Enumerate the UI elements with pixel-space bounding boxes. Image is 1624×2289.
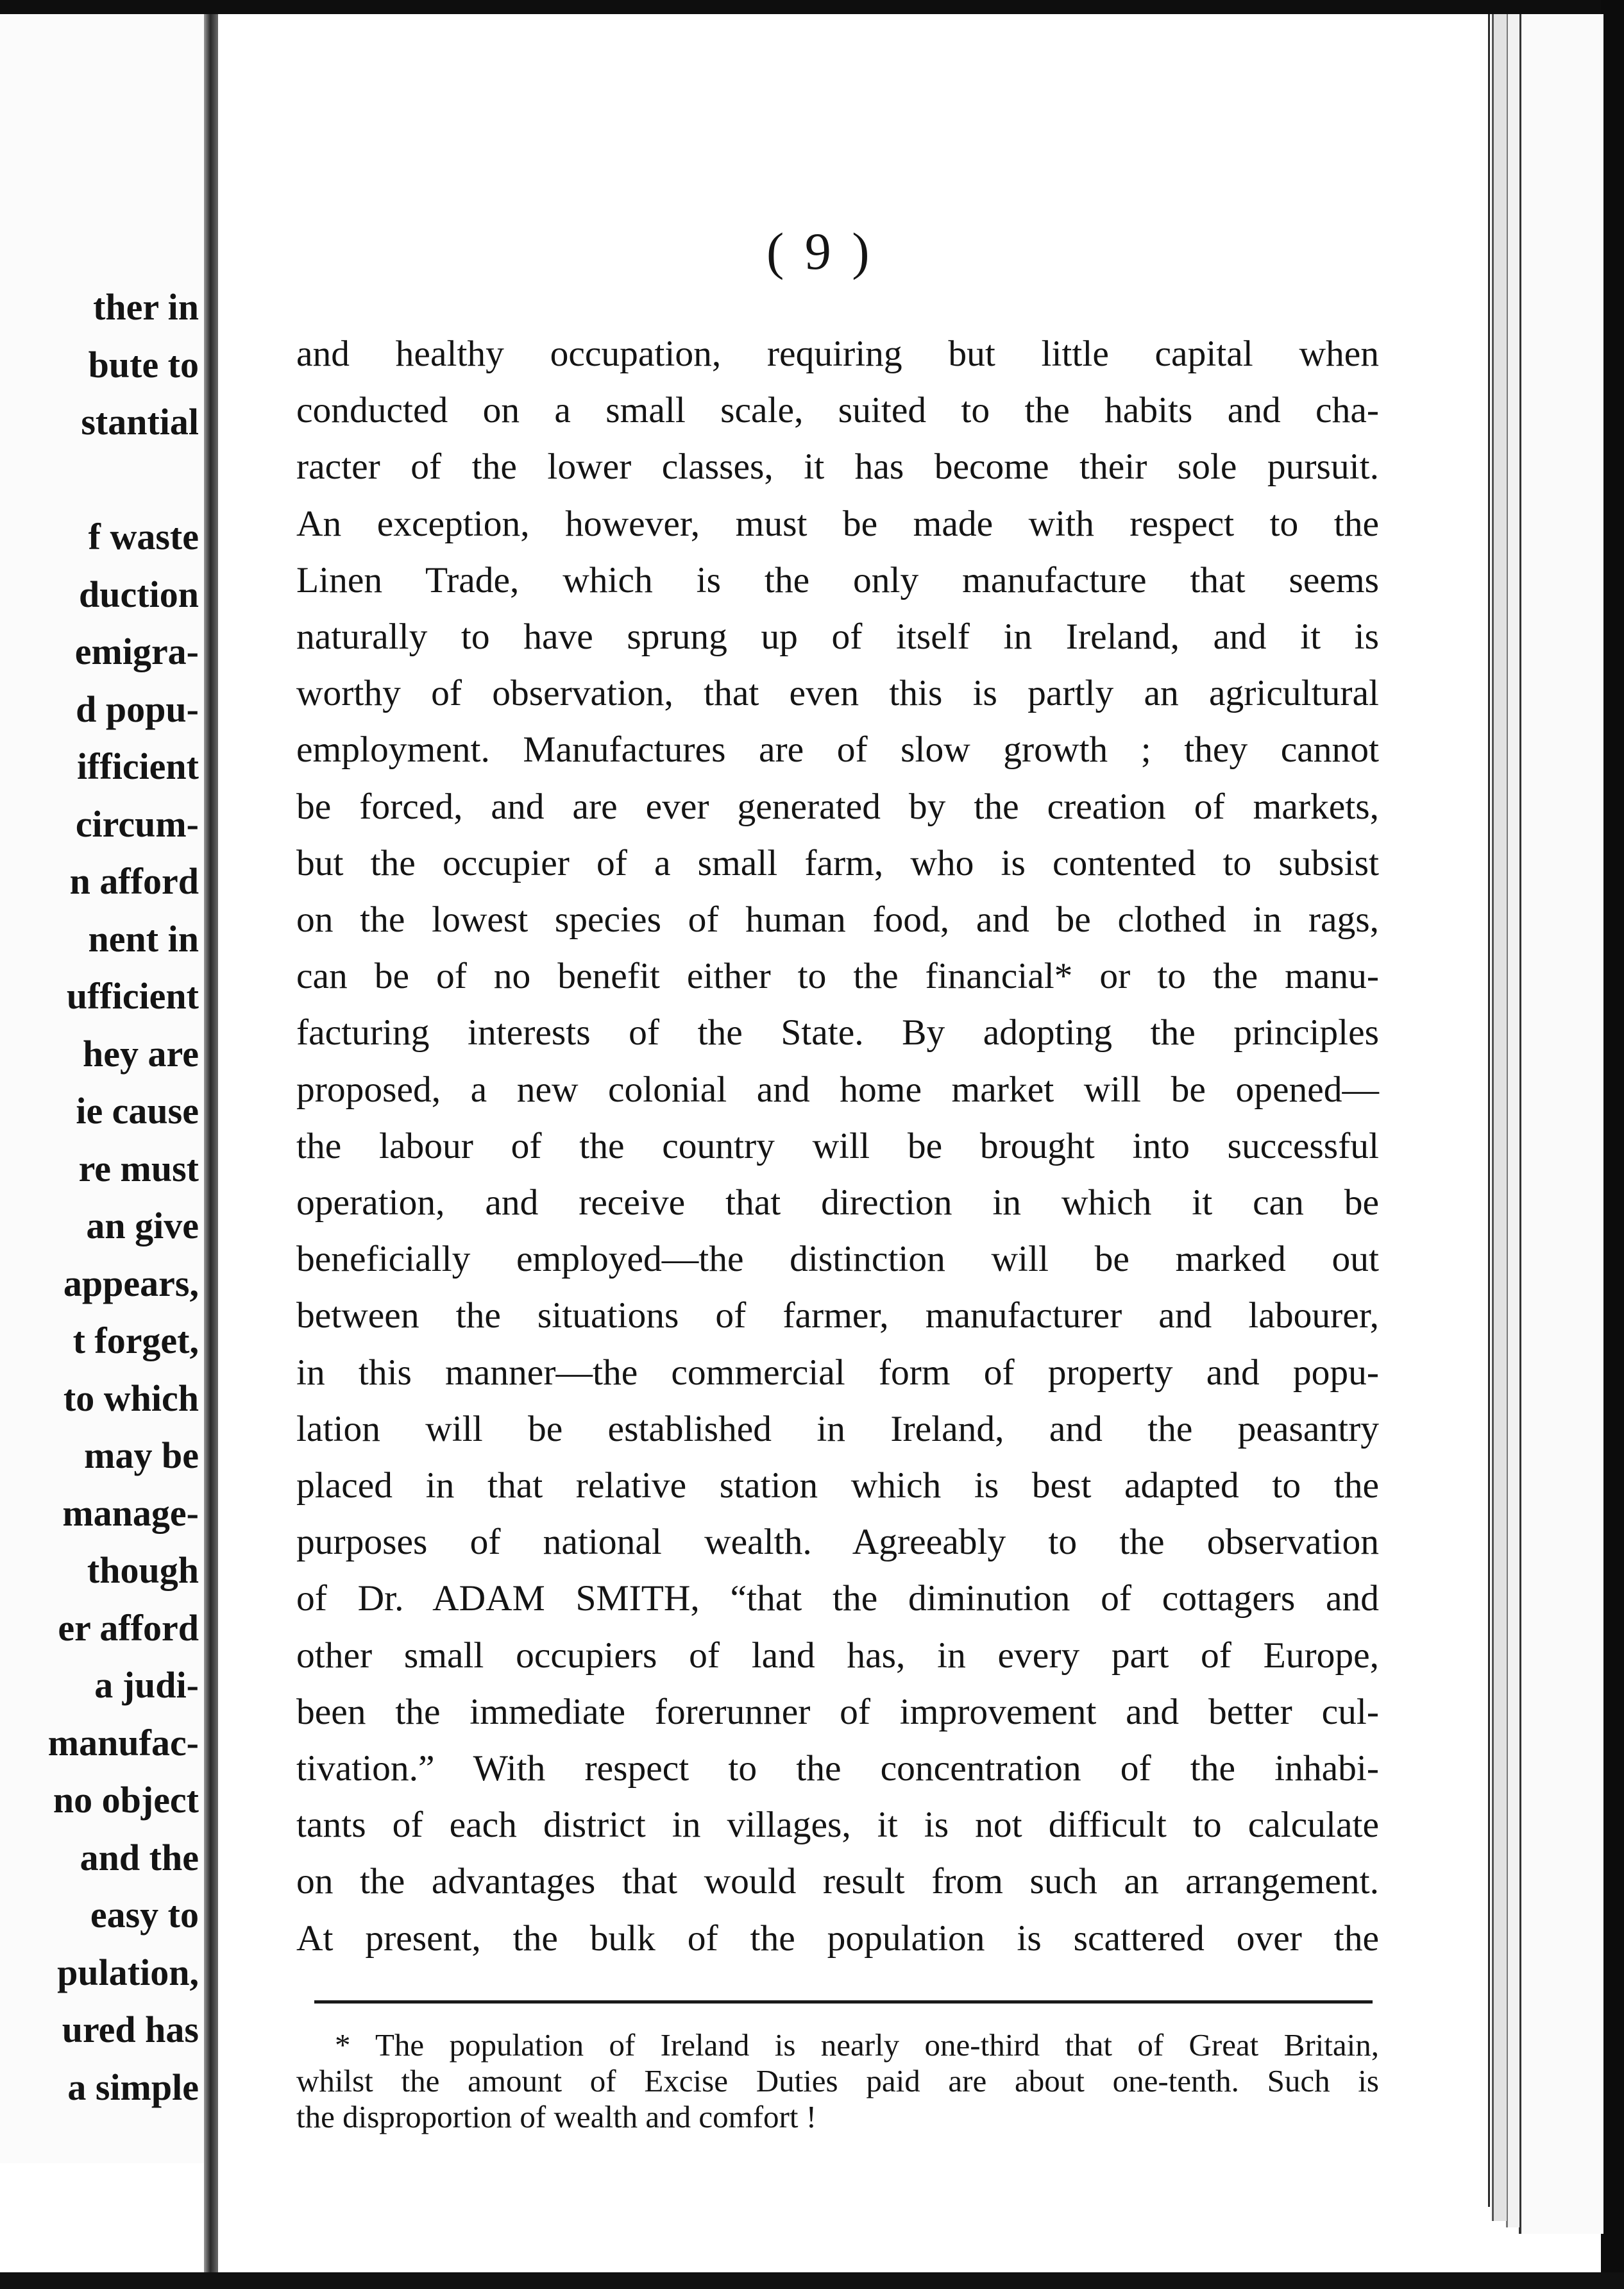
text-line: a simple [67, 2066, 199, 2108]
page-edge [1492, 14, 1507, 2221]
text-line: ie cause [76, 1090, 199, 1132]
text-line: lation will be established in Ireland, and the peasantry [296, 1408, 1379, 1449]
text-line: though [87, 1549, 199, 1591]
footnote-rule [314, 2000, 1373, 2004]
text-line: placed in that relative station which is best adapted to the [296, 1465, 1379, 1506]
text-line: easy to [90, 1894, 199, 1936]
text-line: n afford [69, 860, 199, 902]
text-line: and healthy occupation, requiring but little capital when [296, 334, 1379, 374]
text-line: been the immediate forerunner of improvement and better cul- [296, 1691, 1379, 1732]
text-line: bute to [88, 343, 199, 386]
left-facing-page [0, 14, 204, 2163]
text-line: and the [80, 1836, 199, 1878]
text-line: re must [78, 1147, 199, 1189]
text-line: to which [63, 1377, 199, 1419]
scan-border-bottom [0, 2272, 1624, 2289]
text-line: operation, and receive that direction in which it can be [296, 1182, 1379, 1223]
page-number: ( 9 ) [766, 222, 874, 280]
text-line: the disproportion of wealth and comfort ! [296, 2099, 817, 2134]
body-text [296, 326, 1379, 1967]
text-line: manage- [62, 1492, 199, 1534]
text-line: * The population of Ireland is nearly one-third that of Great Britain, [335, 2027, 1379, 2063]
text-line: stantial [81, 401, 199, 443]
page-edge [1519, 14, 1603, 2234]
text-line: t forget, [72, 1320, 199, 1361]
text-line: manufac- [47, 1721, 199, 1764]
text-line: on the lowest species of human food, and be clothed in rags, [296, 899, 1379, 940]
text-line: in this manner—the commercial form of property and popu- [296, 1352, 1379, 1393]
text-line: racter of the lower classes, it has become their sole pursuit. [296, 447, 1379, 488]
text-line: an give [86, 1205, 199, 1247]
text-line: proposed, a new colonial and home market will be opened— [296, 1069, 1379, 1110]
book-gutter [204, 14, 218, 2272]
text-line: purposes of national wealth. Agreeably to the observation [296, 1522, 1379, 1563]
text-line: other small occupiers of land has, in every part of Europe, [296, 1635, 1379, 1676]
text-line: conducted on a small scale, suited to the habits and cha- [296, 390, 1379, 431]
text-line: An exception, however, must be made with respect to the [296, 503, 1379, 544]
text-line: may be [84, 1434, 199, 1476]
text-line: ifficient [76, 745, 199, 787]
text-line: appears, [63, 1262, 199, 1304]
text-line: hey are [83, 1032, 199, 1075]
text-line: circum- [75, 803, 199, 845]
left-page-text [48, 278, 199, 2116]
text-line: pulation, [57, 1951, 199, 1993]
text-line: worthy of observation, that even this is partly an agricultural [296, 673, 1379, 714]
text-line: no object [53, 1779, 199, 1821]
text-line: beneficially employed—the distinction will be marked out [296, 1239, 1379, 1280]
text-line: d popu- [76, 688, 199, 730]
text-line: tivation.” With respect to the concentration of the inhabi- [296, 1748, 1379, 1789]
text-line: a judi- [94, 1664, 199, 1706]
text-line: duction [79, 573, 199, 615]
text-line: Linen Trade, which is the only manufacture that seems [296, 559, 1379, 600]
footnote [296, 2027, 1379, 2135]
text-line: facturing interests of the State. By adopting the principles [296, 1012, 1379, 1053]
text-line: nent in [88, 917, 199, 960]
text-line: employment. Manufactures are of slow growth ; they cannot [296, 729, 1379, 770]
scan-border-top [0, 0, 1624, 14]
text-line: the labour of the country will be brought into successful [296, 1125, 1379, 1166]
text-line: ufficient [66, 975, 199, 1017]
text-line: can be of no benefit either to the financial* or to the manu- [296, 956, 1379, 997]
text-line: but the occupier of a small farm, who is contented to subsist [296, 842, 1379, 883]
text-line: whilst the amount of Excise Duties paid are about one-tenth. Such is [296, 2063, 1379, 2098]
text-line: tants of each district in villages, it is not difficult to calculate [296, 1805, 1379, 1846]
text-line: At present, the bulk of the population is scattered over the [296, 1918, 1379, 1959]
text-line: of Dr. ADAM SMITH, “that the diminution of cottagers and [296, 1578, 1379, 1619]
text-line: ured has [62, 2009, 199, 2050]
text-line: be forced, and are ever generated by the creation of markets, [296, 786, 1379, 827]
text-line: on the advantages that would result from such an arrangement. [296, 1861, 1379, 1902]
text-line [48, 451, 199, 509]
text-line: ther in [93, 286, 199, 328]
text-line: emigra- [74, 631, 199, 672]
text-line: f waste [88, 516, 199, 557]
page-edge [1506, 14, 1519, 2227]
text-line: er afford [58, 1606, 199, 1649]
text-line: between the situations of farmer, manufacturer and labourer, [296, 1295, 1379, 1336]
text-line: naturally to have sprung up of itself in Ireland, and it is [296, 617, 1379, 658]
scan-border-right [1601, 0, 1624, 2289]
